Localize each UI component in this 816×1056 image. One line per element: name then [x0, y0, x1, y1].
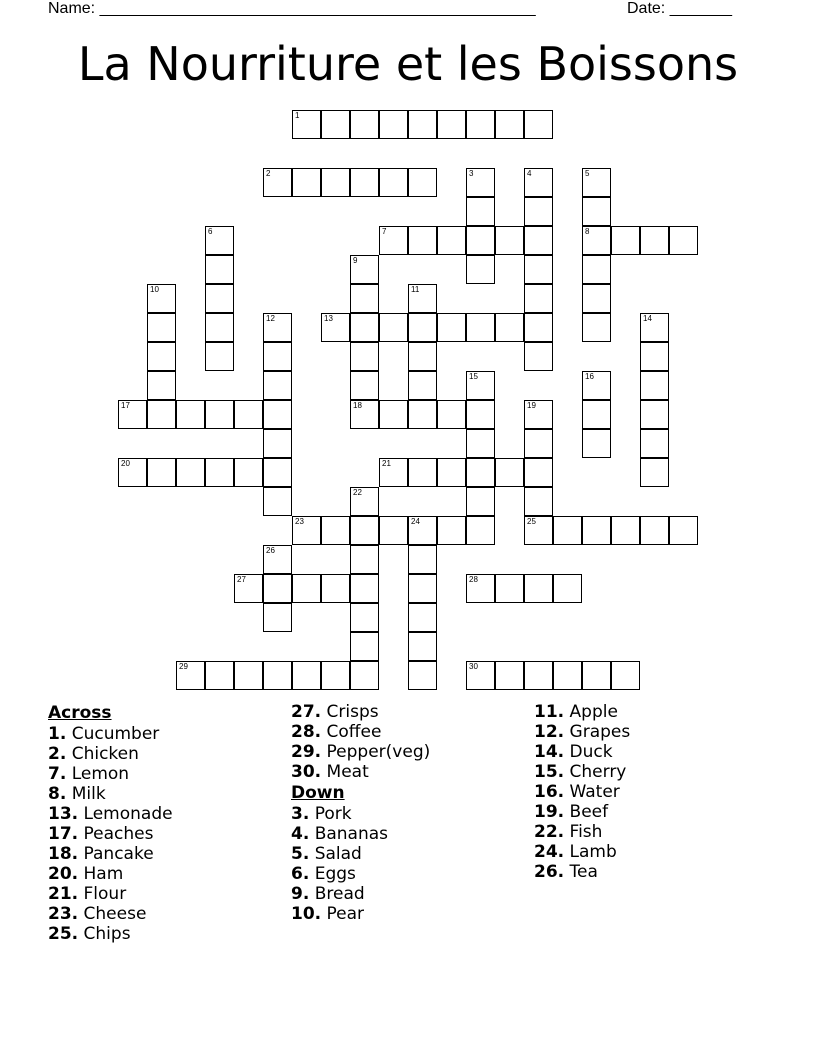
section-heading: Down [291, 783, 345, 803]
clue-number: 10. [291, 904, 322, 924]
clue-text: Cheese [78, 904, 147, 924]
cell-number: 14 [643, 314, 652, 323]
cell-number: 27 [237, 575, 246, 584]
down-clue [291, 804, 430, 824]
grid-cell [466, 429, 495, 458]
grid-cell [350, 487, 379, 516]
grid-cell [350, 632, 379, 661]
clue-text: Beef [564, 802, 609, 822]
cell-number: 7 [382, 227, 387, 236]
clue-number: 13. [48, 804, 79, 824]
grid-cell [437, 458, 466, 487]
grid-cell [350, 313, 379, 342]
clue-text: Salad [309, 844, 362, 864]
clue-text: Ham [78, 864, 124, 884]
grid-cell [437, 226, 466, 255]
name-field-line: Name: _________________________________________________ [48, 0, 536, 17]
grid-cell [263, 458, 292, 487]
cell-number: 24 [411, 517, 420, 526]
down-clue [534, 702, 630, 722]
clue-text: Chips [78, 924, 131, 944]
grid-cell [263, 661, 292, 690]
down-clue [291, 824, 430, 844]
grid-cell [263, 371, 292, 400]
grid-cell [466, 313, 495, 342]
grid-cell [350, 545, 379, 574]
grid-cell [263, 168, 292, 197]
grid-cell [408, 574, 437, 603]
down-clue [534, 722, 630, 742]
across-clue [48, 904, 173, 924]
down-clue [291, 904, 430, 924]
grid-cell [379, 168, 408, 197]
cell-number: 8 [585, 227, 590, 236]
grid-cell [408, 603, 437, 632]
grid-cell [466, 226, 495, 255]
clue-number: 17. [48, 824, 79, 844]
grid-cell [524, 400, 553, 429]
across-clue [291, 722, 430, 742]
grid-cell [408, 400, 437, 429]
grid-cell [234, 458, 263, 487]
cell-number: 4 [527, 169, 532, 178]
grid-cell [524, 255, 553, 284]
clue-text: Lemon [66, 764, 130, 784]
clue-number: 2. [48, 744, 67, 764]
grid-cell [582, 284, 611, 313]
down-clue [291, 884, 430, 904]
grid-cell [176, 458, 205, 487]
grid-cell [640, 226, 669, 255]
down-clue [534, 842, 630, 862]
grid-cell [466, 458, 495, 487]
clue-text: Meat [321, 762, 369, 782]
grid-cell [640, 313, 669, 342]
grid-cell [321, 168, 350, 197]
cell-number: 22 [353, 488, 362, 497]
clue-number: 28. [291, 722, 322, 742]
grid-cell [408, 313, 437, 342]
cell-number: 11 [411, 285, 420, 294]
grid-cell [437, 516, 466, 545]
cell-number: 12 [266, 314, 275, 323]
page-title: La Nourriture et les Boissons [77, 37, 739, 91]
grid-cell [466, 574, 495, 603]
grid-cell [263, 603, 292, 632]
across-clue [48, 804, 173, 824]
grid-cell [147, 342, 176, 371]
grid-cell [553, 516, 582, 545]
grid-cell [524, 226, 553, 255]
grid-cell [350, 110, 379, 139]
cell-number: 13 [324, 314, 333, 323]
grid-cell [524, 197, 553, 226]
grid-cell [524, 342, 553, 371]
grid-cell [582, 168, 611, 197]
grid-cell [147, 458, 176, 487]
clue-number: 23. [48, 904, 79, 924]
grid-cell [292, 168, 321, 197]
grid-cell [176, 400, 205, 429]
cell-number: 19 [527, 401, 536, 410]
grid-cell [263, 487, 292, 516]
grid-cell [205, 313, 234, 342]
grid-cell [524, 487, 553, 516]
clue-text: Duck [564, 742, 613, 762]
clue-text: Water [564, 782, 620, 802]
down-clue [534, 782, 630, 802]
grid-cell [466, 110, 495, 139]
cell-number: 1 [295, 111, 300, 120]
grid-cell [437, 313, 466, 342]
grid-cell [466, 487, 495, 516]
cell-number: 23 [295, 517, 304, 526]
grid-cell [205, 661, 234, 690]
grid-cell [408, 168, 437, 197]
across-clue [291, 742, 430, 762]
clue-number: 21. [48, 884, 79, 904]
grid-cell [495, 574, 524, 603]
grid-cell [263, 342, 292, 371]
down-clue [291, 864, 430, 884]
grid-cell [640, 429, 669, 458]
grid-cell [118, 458, 147, 487]
clue-text: Tea [564, 862, 598, 882]
grid-cell [466, 197, 495, 226]
cell-number: 10 [150, 285, 159, 294]
grid-cell [582, 226, 611, 255]
grid-cell [582, 429, 611, 458]
clue-text: Crisps [321, 702, 379, 722]
grid-cell [611, 516, 640, 545]
cell-number: 9 [353, 256, 358, 265]
clue-number: 15. [534, 762, 565, 782]
grid-cell [205, 284, 234, 313]
grid-cell [408, 371, 437, 400]
clue-column-1 [48, 702, 173, 944]
grid-cell [408, 226, 437, 255]
grid-cell [524, 429, 553, 458]
grid-cell [350, 574, 379, 603]
section-heading: Across [48, 703, 112, 723]
clue-number: 20. [48, 864, 79, 884]
grid-cell [350, 661, 379, 690]
cell-number: 21 [382, 459, 391, 468]
clue-text: Pepper(veg) [321, 742, 431, 762]
clue-number: 18. [48, 844, 79, 864]
grid-cell [466, 661, 495, 690]
grid-cell [408, 458, 437, 487]
grid-cell [147, 400, 176, 429]
clue-number: 30. [291, 762, 322, 782]
grid-cell [582, 516, 611, 545]
grid-cell [263, 313, 292, 342]
grid-cell [350, 400, 379, 429]
grid-cell [640, 342, 669, 371]
grid-cell [495, 661, 524, 690]
grid-cell [147, 371, 176, 400]
clue-text: Eggs [309, 864, 356, 884]
cell-number: 16 [585, 372, 594, 381]
grid-cell [524, 574, 553, 603]
grid-cell [408, 342, 437, 371]
down-clue [534, 742, 630, 762]
clue-text: Chicken [66, 744, 139, 764]
clue-number: 8. [48, 784, 67, 804]
grid-cell [205, 226, 234, 255]
cell-number: 17 [121, 401, 130, 410]
grid-cell [321, 661, 350, 690]
cell-number: 5 [585, 169, 590, 178]
clue-text: Coffee [321, 722, 382, 742]
across-clue [48, 744, 173, 764]
grid-cell [611, 661, 640, 690]
clue-number: 7. [48, 764, 67, 784]
clue-number: 29. [291, 742, 322, 762]
grid-cell [524, 313, 553, 342]
grid-cell [640, 516, 669, 545]
date-field-line: Date: _______ [627, 0, 732, 17]
clue-text: Bananas [309, 824, 389, 844]
grid-cell [292, 110, 321, 139]
grid-cell [466, 255, 495, 284]
grid-cell [408, 545, 437, 574]
clue-text: Milk [66, 784, 106, 804]
down-clue [291, 844, 430, 864]
clue-column-2 [291, 702, 430, 924]
clue-text: Fish [564, 822, 603, 842]
clue-number: 16. [534, 782, 565, 802]
grid-cell [205, 400, 234, 429]
grid-cell [495, 458, 524, 487]
across-clue [48, 884, 173, 904]
grid-cell [147, 313, 176, 342]
clue-text: Apple [564, 702, 618, 722]
clue-number: 4. [291, 824, 310, 844]
grid-cell [495, 226, 524, 255]
clue-text: Lamb [564, 842, 617, 862]
grid-cell [147, 284, 176, 313]
grid-cell [408, 632, 437, 661]
grid-cell [524, 110, 553, 139]
grid-cell [524, 516, 553, 545]
clue-number: 12. [534, 722, 565, 742]
clue-text: Grapes [564, 722, 631, 742]
grid-cell [292, 516, 321, 545]
grid-cell [466, 400, 495, 429]
cell-number: 6 [208, 227, 213, 236]
grid-cell [553, 574, 582, 603]
grid-cell [350, 342, 379, 371]
cell-number: 25 [527, 517, 536, 526]
across-clue [48, 924, 173, 944]
clue-number: 27. [291, 702, 322, 722]
clue-number: 9. [291, 884, 310, 904]
grid-cell [176, 661, 205, 690]
clue-text: Flour [78, 884, 127, 904]
grid-cell [350, 371, 379, 400]
clue-number: 1. [48, 724, 67, 744]
grid-cell [350, 255, 379, 284]
down-clue [534, 822, 630, 842]
grid-cell [350, 603, 379, 632]
clue-number: 24. [534, 842, 565, 862]
clue-number: 22. [534, 822, 565, 842]
across-clue [48, 824, 173, 844]
grid-cell [379, 110, 408, 139]
grid-cell [408, 516, 437, 545]
cell-number: 28 [469, 575, 478, 584]
grid-cell [234, 574, 263, 603]
grid-cell [408, 110, 437, 139]
grid-cell [263, 429, 292, 458]
cell-number: 15 [469, 372, 478, 381]
grid-cell [466, 516, 495, 545]
grid-cell [321, 574, 350, 603]
grid-cell [292, 574, 321, 603]
down-clue [534, 802, 630, 822]
across-clue [291, 762, 430, 782]
down-clue [534, 862, 630, 882]
grid-cell [408, 661, 437, 690]
cell-number: 20 [121, 459, 130, 468]
grid-cell [553, 661, 582, 690]
grid-cell [582, 661, 611, 690]
down-clue [534, 762, 630, 782]
grid-cell [524, 284, 553, 313]
grid-cell [379, 313, 408, 342]
cell-number: 2 [266, 169, 271, 178]
grid-cell [118, 400, 147, 429]
grid-cell [524, 458, 553, 487]
clue-number: 6. [291, 864, 310, 884]
grid-cell [234, 661, 263, 690]
grid-cell [611, 226, 640, 255]
grid-cell [350, 516, 379, 545]
grid-cell [379, 226, 408, 255]
cell-number: 18 [353, 401, 362, 410]
clue-number: 19. [534, 802, 565, 822]
clue-number: 5. [291, 844, 310, 864]
grid-cell [263, 545, 292, 574]
clue-number: 14. [534, 742, 565, 762]
across-clue [291, 702, 430, 722]
grid-cell [263, 574, 292, 603]
clue-text: Pancake [78, 844, 154, 864]
grid-cell [669, 516, 698, 545]
clue-column-3 [534, 702, 630, 882]
clue-text: Pork [309, 804, 352, 824]
grid-cell [205, 255, 234, 284]
grid-cell [582, 255, 611, 284]
across-clue [48, 864, 173, 884]
clue-text: Bread [309, 884, 365, 904]
grid-cell [321, 516, 350, 545]
grid-cell [640, 400, 669, 429]
clue-text: Cucumber [66, 724, 160, 744]
grid-cell [495, 110, 524, 139]
grid-cell [321, 110, 350, 139]
grid-cell [205, 342, 234, 371]
grid-cell [466, 168, 495, 197]
cell-number: 30 [469, 662, 478, 671]
grid-cell [263, 400, 292, 429]
grid-cell [379, 400, 408, 429]
grid-cell [466, 371, 495, 400]
grid-cell [640, 371, 669, 400]
across-clue [48, 844, 173, 864]
grid-cell [582, 197, 611, 226]
grid-cell [640, 458, 669, 487]
grid-cell [350, 284, 379, 313]
grid-cell [582, 313, 611, 342]
grid-cell [437, 400, 466, 429]
cell-number: 29 [179, 662, 188, 671]
grid-cell [408, 284, 437, 313]
grid-cell [321, 313, 350, 342]
grid-cell [379, 458, 408, 487]
clue-text: Pear [321, 904, 365, 924]
cell-number: 26 [266, 546, 275, 555]
grid-cell [350, 168, 379, 197]
clue-number: 25. [48, 924, 79, 944]
grid-cell [495, 313, 524, 342]
grid-cell [582, 400, 611, 429]
grid-cell [205, 458, 234, 487]
clue-text: Peaches [78, 824, 154, 844]
clue-text: Cherry [564, 762, 627, 782]
clue-number: 11. [534, 702, 565, 722]
across-clue [48, 784, 173, 804]
grid-cell [669, 226, 698, 255]
grid-cell [524, 168, 553, 197]
grid-cell [379, 516, 408, 545]
cell-number: 3 [469, 169, 474, 178]
grid-cell [437, 110, 466, 139]
grid-cell [582, 371, 611, 400]
grid-cell [524, 661, 553, 690]
grid-cell [234, 400, 263, 429]
across-clue [48, 724, 173, 744]
clue-text: Lemonade [78, 804, 173, 824]
grid-cell [292, 661, 321, 690]
clue-number: 26. [534, 862, 565, 882]
clue-number: 3. [291, 804, 310, 824]
across-clue [48, 764, 173, 784]
